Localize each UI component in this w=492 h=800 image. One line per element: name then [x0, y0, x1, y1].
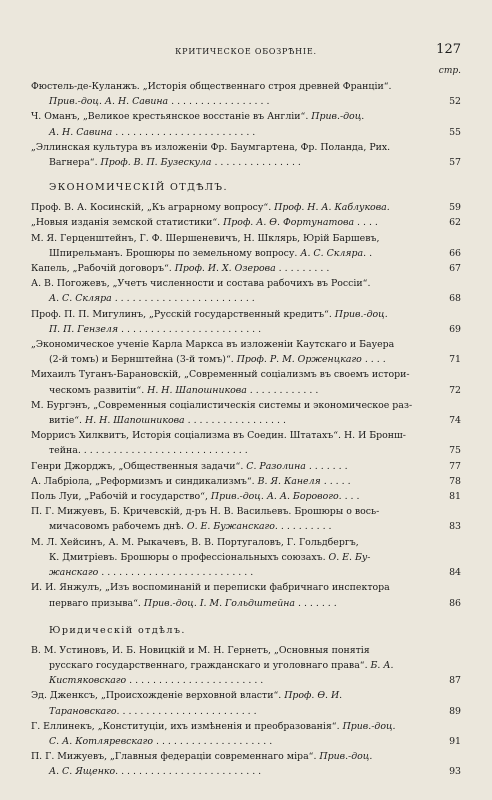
reviewer-name: А. С. Скляра.	[300, 247, 367, 259]
reviewer-name: О. Е. Бу-	[328, 551, 371, 563]
entry-text: П. Г. Мижуевъ, „Главныя федераціи современнаго міра“.	[31, 751, 320, 763]
entry-page-number: 87	[449, 675, 461, 687]
toc-entry-line	[31, 413, 443, 428]
reviewer-name: Проф. И. Х. Озерова	[174, 263, 276, 275]
entry-text: . . . .	[354, 217, 378, 229]
entry-text: Капель, „Рабочій договоръ“.	[31, 263, 175, 275]
toc-entry-line	[31, 704, 443, 719]
reviewer-name: Тарановскаго.	[49, 705, 120, 717]
toc-entry	[31, 535, 461, 581]
reviewer-name: С. А. Котляревскаго	[49, 735, 153, 747]
reviewer-name: П. П. Гензеля	[49, 323, 119, 335]
toc-entry-line	[31, 565, 443, 580]
toc-entry	[31, 688, 461, 718]
toc-entry-line	[31, 504, 443, 519]
toc-entry-line	[31, 337, 443, 352]
reviewer-name: Проф. А. Ѳ. Фортунатова	[223, 217, 355, 229]
entry-text: . . . . . . . . . . . . . . . . .	[168, 96, 270, 108]
page-number: 127	[436, 42, 461, 57]
entry-page-number: 66	[449, 247, 461, 259]
reviewer-name: Прив.-доц. А. А. Борового	[210, 491, 339, 503]
entry-page-number: 52	[449, 96, 461, 108]
entry-text: Генри Джорджъ, „Общественныя задачи“.	[31, 460, 247, 472]
reviewer-name: Прив.-доц.	[334, 308, 388, 320]
entry-text: М. Бургэнъ, „Современныя соціалистическія системы и экономическое раз-	[31, 399, 413, 411]
entry-page-number: 83	[449, 521, 461, 533]
entry-text: Проф. П. П. Мигулинъ, „Русскій государственный кредитъ“.	[31, 308, 335, 320]
page-column-label: стр.	[438, 66, 461, 76]
entry-text: .	[366, 247, 373, 259]
entry-page-number: 93	[449, 766, 461, 778]
entry-text: А. Лабріола, „Реформизмъ и синдикализмъ“.	[31, 475, 258, 487]
toc-entry-line	[31, 215, 443, 230]
entry-text: П. Г. Мижуевъ, Б. Кричевскій, д-ръ Н. В. Васильевъ. Брошюры о вось-	[31, 506, 380, 518]
entry-text: . . . . . . . . . . . . . . . . . . . . . . .	[119, 705, 257, 717]
reviewer-name: А. С. Ященко.	[49, 766, 119, 778]
entry-page-number: 86	[449, 597, 461, 609]
entry-text: К. Дмитріевъ. Брошюры о профессіональныхъ союзахъ.	[49, 551, 329, 563]
entry-text: . . . . . . . . . . . . . . .	[211, 157, 301, 169]
entry-text: . . . . .	[320, 475, 351, 487]
toc-entry	[31, 580, 461, 610]
reviewer-name: Проф. Н. А. Каблукова.	[274, 202, 390, 214]
toc-entry	[31, 307, 461, 337]
reviewer-name: В. Я. Канеля	[257, 475, 321, 487]
toc-entry-line	[31, 398, 443, 413]
reviewer-name: Прив.-доц. А. Н. Савина	[49, 96, 169, 108]
toc-entry	[31, 140, 461, 170]
reviewer-name: А. С. Скляра	[49, 293, 112, 305]
toc-entry-line	[31, 658, 443, 673]
entry-text: Вагнера“.	[49, 157, 101, 169]
reviewer-name: Прив.-доц.	[311, 111, 365, 123]
entry-text: А. В. Погожевъ, „Учетъ численности и состава рабочихъ въ Россіи“.	[31, 278, 371, 290]
entry-page-number: 74	[449, 415, 461, 427]
toc-entry-line	[31, 535, 443, 550]
reviewer-name: Проф. Ѳ. И.	[284, 690, 343, 702]
page-content	[31, 40, 461, 780]
entry-text: Проф. В. А. Косинскій, „Къ аграрному вопросу“.	[31, 202, 275, 214]
entry-text: . . . . . . . . .	[277, 521, 332, 533]
toc-entry-line	[31, 200, 443, 215]
reviewer-name: Н. Н. Шапошникова	[147, 384, 247, 396]
toc-entry-line	[31, 580, 443, 595]
entry-text: Ч. Оманъ, „Великое крестьянское восстаніе въ Англіи“.	[31, 111, 312, 123]
toc-entry-line	[31, 352, 443, 367]
entry-text: русскаго государственнаго, гражданскаго и уголовнаго права“.	[49, 659, 371, 671]
entry-text: . . . . . . .	[305, 460, 348, 472]
entry-text: . . . . . . . . . . . . . . . . . . . . . . . .	[118, 323, 262, 335]
section-heading-economic: ЭКОНОМИЧЕСКІЙ ОТДѢЛЪ.	[49, 182, 228, 194]
toc-entry	[31, 398, 461, 428]
toc-entry	[31, 719, 461, 749]
reviewer-name: Проф. В. П. Бузескула	[100, 157, 212, 169]
entry-page-number: 81	[449, 491, 461, 503]
toc-entry-line	[31, 550, 443, 565]
entry-text: мичасовомъ рабочемъ днѣ.	[49, 521, 187, 533]
reviewer-name: С. Разолина	[246, 460, 306, 472]
toc-entry-line	[31, 155, 443, 170]
entry-page-number: 77	[449, 460, 461, 472]
entry-text: „Экономическое ученіе Карла Маркса въ изложеніи Каутскаго и Бауера	[31, 339, 395, 351]
entry-page-number: 68	[449, 293, 461, 305]
entry-text: . . . .	[338, 491, 360, 503]
toc-entry	[31, 231, 461, 261]
toc-entry-line	[31, 307, 443, 322]
toc-entry-line	[31, 764, 443, 779]
entry-page-number: 67	[449, 263, 461, 275]
toc-entry	[31, 367, 461, 397]
toc-entry	[31, 79, 461, 109]
entry-text: Моррисъ Хилквитъ, Исторія соціализма въ Соедин. Штатахъ“. Н. И Бронш-	[31, 430, 406, 442]
toc-entry-line	[31, 109, 443, 124]
reviewer-name: Н. Н. Шапошникова	[85, 415, 185, 427]
entry-text: . . . . . . .	[295, 597, 337, 609]
reviewer-name: Б. А.	[370, 659, 394, 671]
entry-text: витіе“.	[49, 415, 86, 427]
entry-text: Эд. Дженксъ, „Происхожденіе верховной власти“.	[31, 690, 285, 702]
toc-entry-line	[31, 643, 443, 658]
entry-page-number: 91	[449, 735, 461, 747]
reviewer-name: О. Е. Бужанскаго.	[186, 521, 278, 533]
entry-text: Шпирельманъ. Брошюры по земельному вопросу.	[49, 247, 301, 259]
entry-page-number: 62	[449, 217, 461, 229]
toc-entry-line	[31, 474, 443, 489]
toc-entry	[31, 428, 461, 458]
reviewer-name: Прив.-доц.	[319, 751, 373, 763]
toc-entry	[31, 109, 461, 139]
toc-entry-line	[31, 489, 443, 504]
reviewer-name: Прив.-доц. І. М. Гольдштейна	[143, 597, 296, 609]
entry-text: В. М. Устиновъ, И. Б. Новицкій и М. Н. Гернетъ, „Основныя понятія	[31, 644, 370, 656]
entry-text: Поль Луи, „Рабочій и государство“,	[31, 491, 211, 503]
entry-page-number: 55	[449, 126, 461, 138]
toc-entry-line	[31, 519, 443, 534]
toc-entry	[31, 643, 461, 689]
running-header	[31, 40, 461, 60]
toc-entry	[31, 215, 461, 230]
toc-entry-line	[31, 428, 443, 443]
entry-text: Михаилъ Туганъ-Барановскій, „Современный соціализмъ въ своемъ истори-	[31, 369, 410, 381]
toc-entry-line	[31, 719, 443, 734]
entry-text: М. Я. Герценштейнъ, Г. Ф. Шершеневичъ, Н. Шклярь, Юрій Баршевъ,	[31, 232, 380, 244]
entry-text: . . . . . . . . . . . . . . . . . . . . . . . . . .	[98, 567, 254, 579]
toc-entry	[31, 200, 461, 215]
toc-entry	[31, 474, 461, 489]
entry-page-number: 78	[449, 475, 461, 487]
toc-entry	[31, 489, 461, 504]
section-heading-legal: Юридическій отдѣлъ.	[49, 624, 186, 636]
toc-entry	[31, 504, 461, 534]
entry-text: . . . .	[361, 354, 386, 366]
entry-text: . . . . . . . . . . . .	[246, 384, 319, 396]
entry-page-number: 84	[449, 567, 461, 579]
toc-entry-line	[31, 140, 443, 155]
toc-entry-line	[31, 322, 443, 337]
toc-entry-line	[31, 734, 443, 749]
toc-list-top	[31, 79, 461, 170]
header-title: КРИТИЧЕСКОЕ ОБОЗРѢНIЕ.	[175, 47, 317, 56]
entry-page-number: 69	[449, 323, 461, 335]
toc-entry-line	[31, 291, 443, 306]
entry-text: . . . . . . . . . . . . . . . . . . . .	[153, 735, 273, 747]
reviewer-name: Кистяковскаго	[49, 675, 127, 687]
toc-entry-line	[31, 383, 443, 398]
entry-text: М. Л. Хейсинъ, А. М. Рыкачевъ, В. В. Португаловъ, Г. Гольдбергъ,	[31, 536, 359, 548]
toc-entry-line	[31, 459, 443, 474]
entry-text: . . . . . . . . . . . . . . . . . . . . . . . .	[111, 293, 255, 305]
reviewer-name: Прив.-доц.	[342, 720, 396, 732]
entry-text: . . . . . . . . . . . . . . . . . . . . . . . .	[112, 126, 256, 138]
toc-entry	[31, 459, 461, 474]
entry-page-number: 71	[449, 354, 461, 366]
toc-entry-line	[31, 261, 443, 276]
toc-entry-line	[31, 688, 443, 703]
toc-entry-line	[31, 246, 443, 261]
toc-entry-line	[31, 79, 443, 94]
toc-entry	[31, 276, 461, 306]
entry-page-number: 75	[449, 445, 461, 457]
reviewer-name: Проф. Р. М. Орженцкаго	[236, 354, 362, 366]
toc-entry-line	[31, 94, 443, 109]
toc-entry-line	[31, 367, 443, 382]
toc-entry-line	[31, 443, 443, 458]
reviewer-name: жанскаго	[49, 567, 99, 579]
toc-entry-line	[31, 596, 443, 611]
entry-text: Фюстель-де-Куланжъ. „Исторія общественнаго строя древней Франціи“.	[31, 81, 392, 92]
toc-entry-line	[31, 125, 443, 140]
toc-entry-line	[31, 276, 443, 291]
toc-entry	[31, 261, 461, 276]
entry-page-number: 89	[449, 705, 461, 717]
entry-page-number: 72	[449, 384, 461, 396]
entry-text: Г. Еллинекъ, „Конституціи, ихъ измѣненія и преобразованія“.	[31, 720, 343, 732]
toc-entry	[31, 749, 461, 779]
entry-text: перваго призыва“.	[49, 597, 144, 609]
toc-entry-line	[31, 231, 443, 246]
entry-text: . . . . . . . . . . . . . . . . . . . . . . . .	[118, 766, 262, 778]
entry-text: ческомъ развитіи“.	[49, 384, 148, 396]
entry-text: „Новыя изданія земской статистики“.	[31, 217, 224, 229]
toc-entry	[31, 337, 461, 367]
entry-text: (2-й томъ) и Бернштейна (3-й томъ)“.	[49, 354, 237, 366]
toc-entry-line	[31, 749, 443, 764]
toc-list-legal	[31, 643, 461, 780]
toc-entry-line	[31, 673, 443, 688]
entry-text: И. И. Янжулъ, „Изъ воспоминаній и переписки фабричнаго инспектора	[31, 582, 390, 594]
entry-page-number: 59	[449, 202, 461, 214]
entry-text: . . . . . . . . .	[275, 263, 330, 275]
entry-text: . . . . . . . . . . . . . . . . . . . . . . .	[126, 675, 264, 687]
entry-page-number: 57	[449, 157, 461, 169]
entry-text: . . . . . . . . . . . . . . . . .	[184, 415, 286, 427]
reviewer-name: А. Н. Савина	[49, 126, 113, 138]
entry-text: „Эллинская культура въ изложеніи Фр. Баумгартена, Фр. Поланда, Рих.	[31, 141, 391, 153]
toc-list-economic	[31, 200, 461, 610]
entry-text: тейна. . . . . . . . . . . . . . . . . . . . . . . . . . . . .	[49, 445, 248, 457]
